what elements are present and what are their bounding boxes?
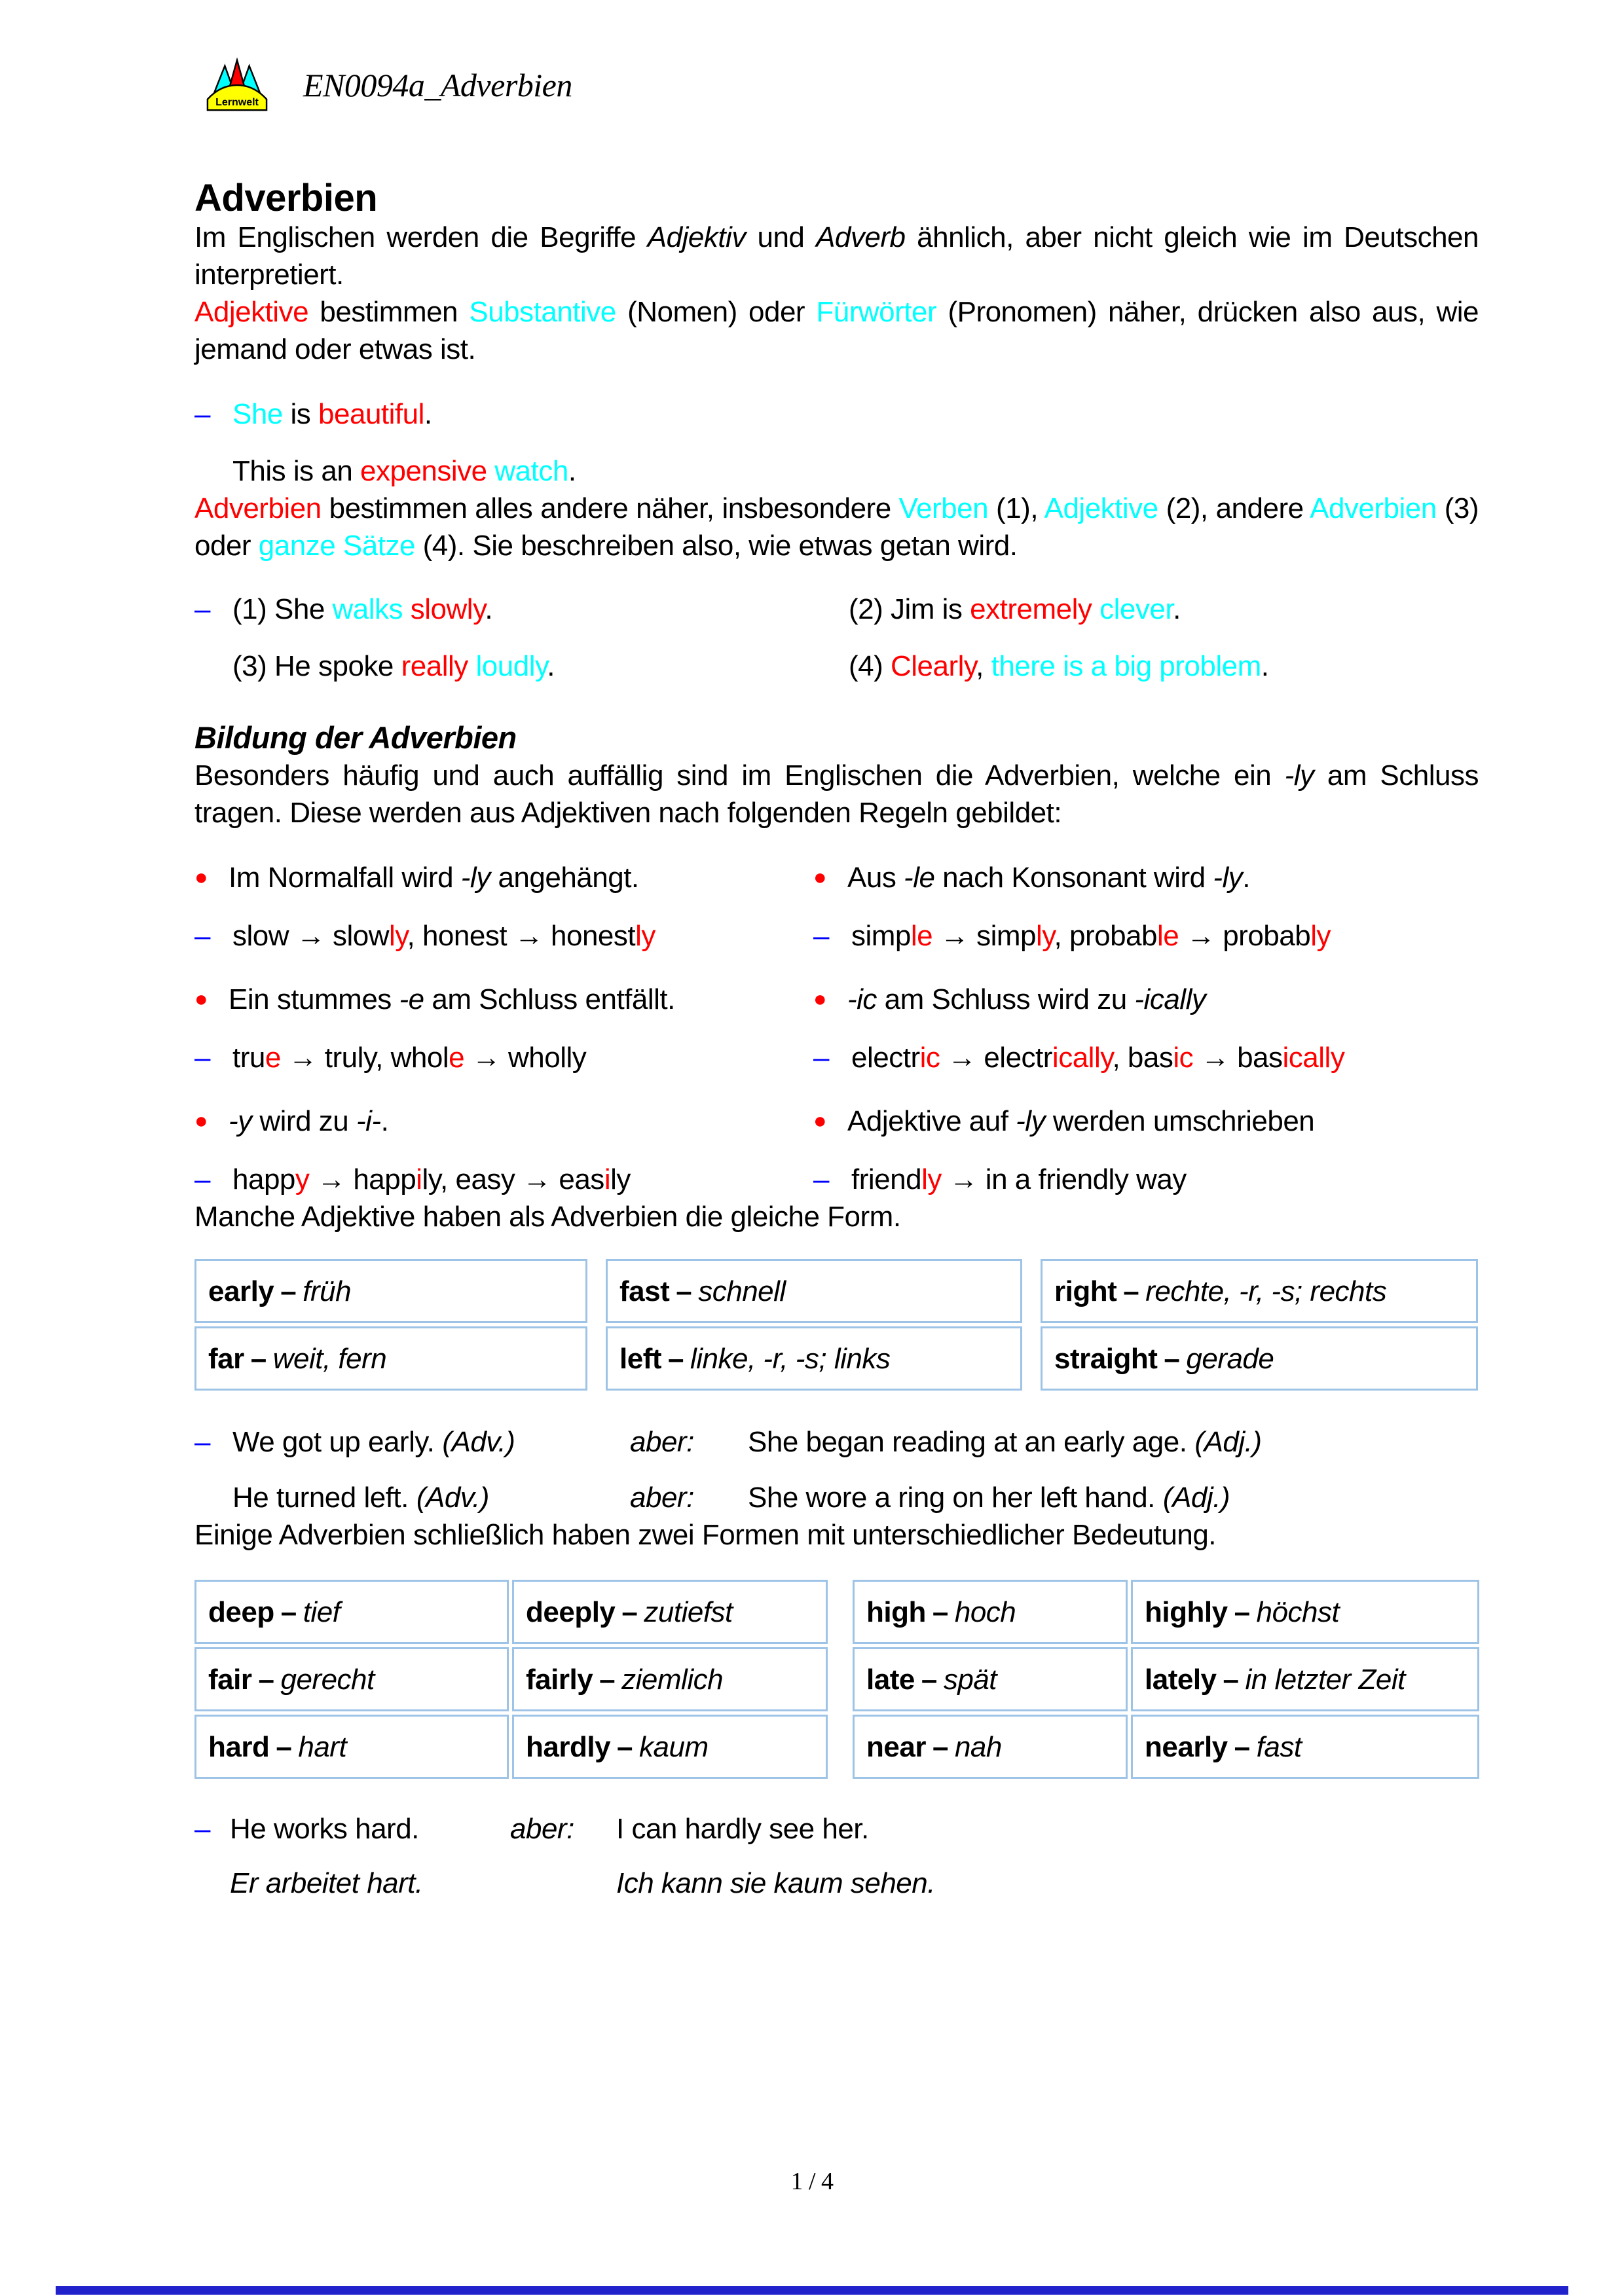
rule-le (813, 859, 1479, 955)
table-cell (512, 1580, 828, 1644)
english-word: far (208, 1342, 244, 1375)
example-text: (3) He spoke really loudly. (232, 650, 555, 682)
separator: – (258, 1663, 274, 1696)
example-sentence: She began reading at an early age. (Adj.) (748, 1426, 1262, 1458)
paragraph-intro: Im Englischen werden die Begriffe Adjektiv und Adverb ähnlich, aber nicht gleich wie im Deutschen interpretiert. (194, 221, 1479, 291)
adjective-examples (194, 395, 1479, 490)
example-sentence: He works hard. (230, 1813, 419, 1845)
logo-text: Lernwelt (215, 97, 259, 108)
example-sentence: He turned left. (Adv.) (232, 1482, 489, 1514)
german-translation: schnell (698, 1275, 786, 1307)
english-word: right (1054, 1275, 1117, 1307)
table-cell (853, 1715, 1128, 1779)
rule-example-line (813, 1039, 1479, 1076)
german-translation: linke, -r, -s; links (690, 1342, 891, 1375)
german-translation: spät (943, 1663, 997, 1696)
two-forms-table-left (194, 1580, 828, 1779)
rule-example-line (194, 1161, 813, 1198)
same-form-table (194, 1259, 1479, 1391)
english-word: highly (1145, 1595, 1228, 1628)
english-word: deep (208, 1595, 274, 1628)
table-cell (606, 1259, 1022, 1323)
table-cell (853, 1647, 1128, 1711)
german-translation: hart (298, 1730, 347, 1763)
table-cell (512, 1715, 828, 1779)
english-word: nearly (1145, 1730, 1228, 1763)
section-heading-bildung: Bildung der Adverbien (194, 720, 517, 755)
rule-ic (813, 981, 1479, 1076)
german-translation: ziemlich (621, 1663, 724, 1696)
paragraph-bildung-intro: Besonders häufig und auch auffällig sind im Englischen die Adverbien, welche ein -ly am Schluss tragen. Diese werden aus Adjektiven nach folgenden Regeln gebildet: (194, 759, 1479, 829)
aber-label: aber: (630, 1426, 694, 1458)
rule-example: simple → simply, probable → probably (851, 920, 1331, 952)
dash-icon: – (194, 398, 210, 430)
bullet-icon: ● (813, 1108, 827, 1133)
table-cell (512, 1647, 828, 1711)
separator: – (932, 1595, 948, 1628)
german-translation: zutiefst (644, 1595, 733, 1628)
aber-label: aber: (510, 1813, 574, 1845)
table-cell (1131, 1647, 1479, 1711)
paragraph-adverbien: Adverbien bestimmen alles andere näher, insbesondere Verben (1), Adjektive (2), andere Adverbien (3) oder ganze Sätze (4). Sie beschreiben also, wie etwas getan wird. (194, 492, 1479, 562)
separator: – (1223, 1663, 1239, 1696)
example-sentence: We got up early. (Adv.) (232, 1426, 515, 1458)
separator: – (621, 1595, 638, 1628)
page-number: 1 / 4 (790, 2168, 834, 2195)
indent-spacer (194, 452, 232, 490)
table-cell (194, 1326, 587, 1391)
document-id: EN0094a_Adverbien (303, 66, 572, 103)
dash-icon: – (194, 1163, 210, 1195)
paragraph-adjektive: Adjektive bestimmen Substantive (Nomen) oder Fürwörter (Pronomen) näher, drücken also aus, wie jemand oder etwas ist. (194, 296, 1479, 365)
table-cell (1041, 1259, 1478, 1323)
rule-text-line (194, 859, 813, 896)
rule-y (194, 1102, 813, 1198)
english-word: left (619, 1342, 661, 1375)
spacer (510, 1865, 616, 1902)
dash-icon: – (813, 1042, 829, 1074)
table-cell (853, 1580, 1128, 1644)
footer-bar (56, 2286, 1568, 2295)
english-word: near (866, 1730, 926, 1763)
table-cell (194, 1259, 587, 1323)
separator: – (932, 1730, 948, 1763)
english-word: deeply (526, 1595, 616, 1628)
english-word: lately (1145, 1663, 1217, 1696)
table-cell (1041, 1326, 1478, 1391)
separator: – (676, 1275, 692, 1307)
example-text: (4) Clearly, there is a big problem. (849, 650, 1269, 682)
paragraph-two-forms: Einige Adverbien schließlich haben zwei Formen mit unterschiedlicher Bedeutung. (194, 1519, 1217, 1551)
english-word: fairly (526, 1663, 593, 1696)
rule-text: -ic am Schluss wird zu -ically (847, 983, 1206, 1015)
separator: – (599, 1663, 616, 1696)
dash-icon: – (194, 1813, 210, 1845)
german-translation: tief (303, 1595, 341, 1628)
aber-label: aber: (630, 1482, 694, 1514)
table-cell (194, 1715, 509, 1779)
rule-example: true → truly, whole → wholly (232, 1042, 587, 1074)
rule-text-line (813, 981, 1479, 1018)
separator: – (1234, 1595, 1250, 1628)
rule-text: -y wird zu -i-. (229, 1105, 389, 1137)
example-line (194, 452, 1479, 490)
english-word: fair (208, 1663, 252, 1696)
final-examples (194, 1810, 1479, 1902)
rule-text: Aus -le nach Konsonant wird -ly. (847, 862, 1251, 894)
rule-text: Adjektive auf -ly werden umschrieben (847, 1105, 1315, 1137)
two-forms-table-right (853, 1580, 1479, 1779)
german-translation: gerecht (280, 1663, 375, 1696)
english-word: straight (1054, 1342, 1158, 1375)
rule-example: happy → happily, easy → easily (232, 1163, 631, 1195)
separator: – (921, 1663, 937, 1696)
dash-icon: – (194, 1426, 210, 1458)
page-title: Adverbien (194, 177, 378, 219)
dash-icon: – (194, 920, 210, 952)
table-cell (1131, 1580, 1479, 1644)
english-word: hard (208, 1730, 270, 1763)
example-sentence: I can hardly see her. (616, 1813, 869, 1845)
adverb-examples (194, 591, 1479, 685)
english-word: early (208, 1275, 274, 1307)
table-column (1041, 1259, 1478, 1391)
dash-icon: – (194, 593, 210, 625)
example-text: (2) Jim is extremely clever. (849, 593, 1181, 625)
bullet-icon: ● (813, 865, 827, 890)
english-word: fast (619, 1275, 670, 1307)
rule-stummes-e (194, 981, 813, 1076)
rule-example: slow → slowly, honest → honestly (232, 920, 655, 952)
bullet-icon: ● (194, 865, 208, 890)
german-sentence: Er arbeitet hart. (230, 1867, 423, 1899)
rule-example: friendly → in a friendly way (851, 1163, 1187, 1195)
rule-example: electric → electrically, basic → basically (851, 1042, 1345, 1074)
german-translation: kaum (639, 1730, 709, 1763)
english-word: high (866, 1595, 926, 1628)
rule-text: Ein stummes -e am Schluss entfällt. (229, 983, 675, 1015)
bullet-icon: ● (194, 987, 208, 1011)
separator: – (1123, 1275, 1139, 1307)
german-translation: höchst (1256, 1595, 1340, 1628)
example-sentence: She wore a ring on her left hand. (Adj.) (748, 1482, 1230, 1514)
german-sentence: Ich kann sie kaum sehen. (616, 1867, 935, 1899)
separator: – (668, 1342, 684, 1375)
rule-text-line (813, 859, 1479, 896)
dash-icon: – (194, 1042, 210, 1074)
table-cell (194, 1647, 509, 1711)
german-translation: früh (303, 1275, 352, 1307)
indent-spacer (194, 1479, 232, 1516)
two-forms-table (194, 1580, 1479, 1779)
english-word: late (866, 1663, 915, 1696)
table-cell (606, 1326, 1022, 1391)
table-column (606, 1259, 1022, 1391)
rule-example-line (194, 917, 813, 955)
page-header (205, 58, 1479, 113)
example-text: (1) She walks slowly. (232, 593, 493, 625)
separator: – (250, 1342, 267, 1375)
rule-example-line (813, 1161, 1479, 1198)
separator: – (1164, 1342, 1180, 1375)
german-translation: gerade (1186, 1342, 1274, 1375)
table-cell (1131, 1715, 1479, 1779)
english-word: hardly (526, 1730, 611, 1763)
rule-text-line (813, 1102, 1479, 1140)
german-translation: nah (954, 1730, 1002, 1763)
rule-text-line (194, 981, 813, 1018)
rule-text-line (194, 1102, 813, 1140)
table-cell (194, 1580, 509, 1644)
rule-example-line (194, 1039, 813, 1076)
german-translation: in letzter Zeit (1245, 1663, 1405, 1696)
bullet-icon: ● (813, 987, 827, 1011)
rule-text: Im Normalfall wird -ly angehängt. (229, 862, 639, 894)
dash-icon: – (813, 1163, 829, 1195)
indent-spacer (194, 1865, 230, 1902)
rule-normalfall (194, 859, 813, 955)
example-text: This is an expensive watch. (232, 455, 576, 487)
lernwelt-logo (205, 58, 269, 113)
german-translation: rechte, -r, -s; rechts (1145, 1275, 1387, 1307)
rule-example-line (813, 917, 1479, 955)
german-translation: fast (1256, 1730, 1302, 1763)
separator: – (276, 1730, 292, 1763)
table-column (194, 1259, 587, 1391)
german-translation: weit, fern (272, 1342, 387, 1375)
page-content (194, 0, 1479, 1902)
indent-spacer (194, 647, 232, 685)
example-text: She is beautiful. (232, 398, 432, 430)
example-line (194, 395, 1479, 433)
german-translation: hoch (954, 1595, 1016, 1628)
adv-adj-examples (194, 1423, 1479, 1516)
dash-icon: – (813, 920, 829, 952)
separator: – (280, 1275, 297, 1307)
separator: – (1234, 1730, 1250, 1763)
formation-rules (194, 859, 1479, 1198)
separator: – (617, 1730, 633, 1763)
separator: – (280, 1595, 297, 1628)
rule-ly-adjektive (813, 1102, 1479, 1198)
bullet-icon: ● (194, 1108, 208, 1133)
paragraph-same-form: Manche Adjektive haben als Adverbien die gleiche Form. (194, 1201, 901, 1233)
